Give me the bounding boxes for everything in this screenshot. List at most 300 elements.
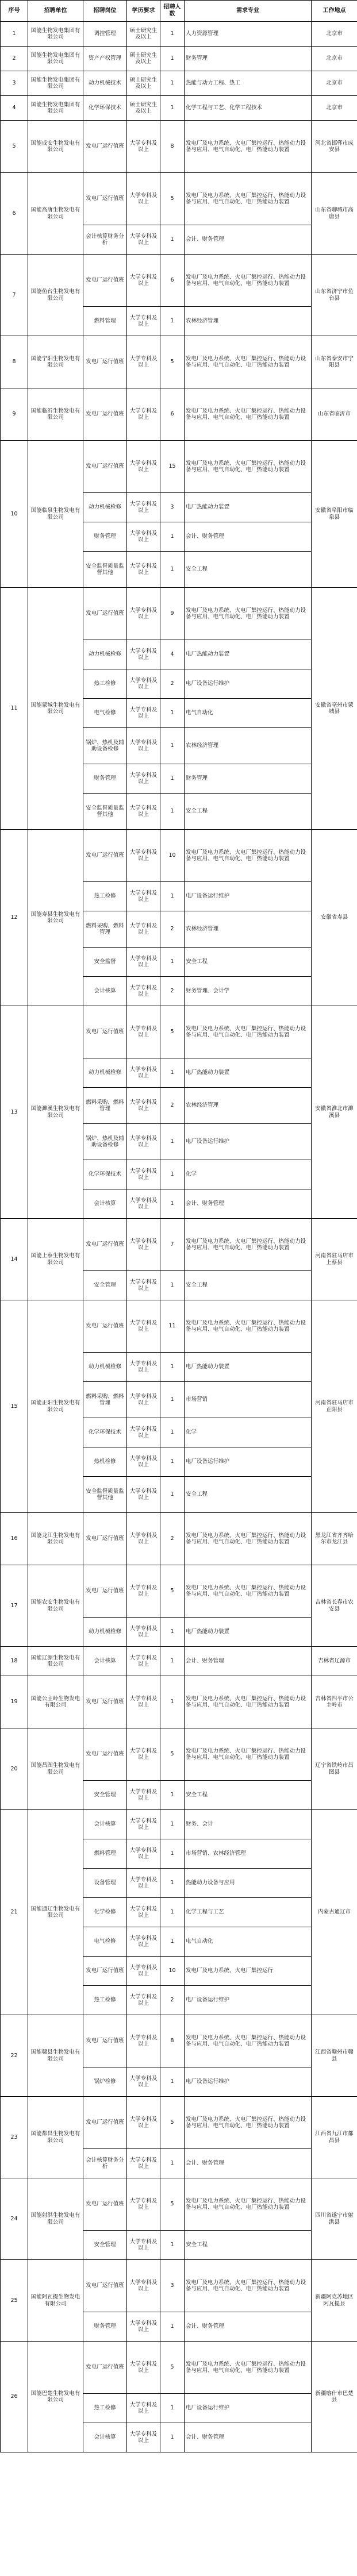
- cell-position: 调控管理: [83, 22, 127, 47]
- cell-position: 安全监督质量监督其他: [83, 552, 127, 588]
- cell-major: 发电厂及电力系统、火电厂集控运行、热能动力设备与应用、电气自动化、电厂热能动力装置: [185, 2015, 312, 2067]
- cell-location: 新疆喀什市巴楚县: [312, 2342, 357, 2452]
- header-location: 工作地点: [312, 1, 357, 22]
- cell-education: 大学专科及以上: [127, 336, 160, 388]
- cell-location: 安徽省亳州市蒙城县: [312, 588, 357, 830]
- table-row: [1, 1513, 357, 1565]
- cell-unit: 国能鱼台生物发电有限公司: [28, 255, 83, 336]
- cell-location: 四川省遂宁市射洪县: [312, 2178, 357, 2260]
- cell-headcount: 5: [160, 2342, 185, 2394]
- cell-position: 发电厂运行值班: [83, 588, 127, 640]
- cell-headcount: 1: [160, 96, 185, 121]
- cell-major: 会计、财务管理: [185, 1189, 312, 1219]
- header-headcount: 招聘人数: [160, 1, 185, 22]
- cell-headcount: 1: [160, 1810, 185, 1839]
- cell-unit: 国能生物发电集团有限公司: [28, 22, 83, 47]
- cell-headcount: 2: [160, 1986, 185, 2015]
- cell-position: 燃料采购、燃料管理: [83, 911, 127, 948]
- cell-education: 大学专科及以上: [127, 1810, 160, 1839]
- cell-location: 吉林省辽源市: [312, 1647, 357, 1676]
- cell-major: 会计、财务管理: [185, 225, 312, 255]
- cell-education: 硕士研究生及以上: [127, 47, 160, 71]
- cell-education: 大学专科及以上: [127, 1647, 160, 1676]
- cell-major: 农林经济管理: [185, 1088, 312, 1124]
- cell-unit: 国能上蔡生物发电有限公司: [28, 1219, 83, 1300]
- table-row: [1, 255, 357, 307]
- cell-major: 财务管理: [185, 47, 312, 71]
- cell-position: 资产产权管理: [83, 47, 127, 71]
- cell-education: 大学专科及以上: [127, 1088, 160, 1124]
- cell-major: 热能动力设备与应用: [185, 1869, 312, 1898]
- table-header: [1, 1, 357, 22]
- cell-education: 硕士研究生及以上: [127, 71, 160, 96]
- cell-seq: 15: [1, 1300, 28, 1513]
- cell-headcount: 1: [160, 1477, 185, 1513]
- cell-position: 燃料管理: [83, 307, 127, 336]
- cell-seq: 17: [1, 1565, 28, 1647]
- cell-position: 发电厂运行值班: [83, 441, 127, 493]
- cell-location: 吉林省长春市农安县: [312, 1565, 357, 1647]
- cell-education: 大学专科及以上: [127, 1986, 160, 2015]
- cell-position: 锅炉、热机及辅助设备检修: [83, 728, 127, 764]
- cell-unit: 国能高唐生物发电有限公司: [28, 173, 83, 255]
- cell-education: 大学专科及以上: [127, 2394, 160, 2423]
- cell-position: 发电厂运行值班: [83, 336, 127, 388]
- cell-education: 大学专科及以上: [127, 1300, 160, 1353]
- table-row: [1, 1676, 357, 1728]
- cell-unit: 国能公主岭生物发电有限公司: [28, 1676, 83, 1728]
- cell-headcount: 6: [160, 388, 185, 441]
- cell-education: 大学专科及以上: [127, 1006, 160, 1058]
- cell-education: 大学专科及以上: [127, 1382, 160, 1418]
- cell-position: 发电厂运行值班: [83, 1957, 127, 1986]
- cell-location: 内蒙古通辽市: [312, 1810, 357, 2015]
- cell-major: 电厂热能动力装置: [185, 1353, 312, 1382]
- cell-education: 大学专科及以上: [127, 2231, 160, 2260]
- cell-seq: 11: [1, 588, 28, 830]
- cell-location: 山东省临沂市: [312, 388, 357, 441]
- cell-education: 大学专科及以上: [127, 1418, 160, 1447]
- cell-education: 大学专科及以上: [127, 2312, 160, 2342]
- cell-major: 财务管理: [185, 764, 312, 794]
- cell-headcount: 1: [160, 794, 185, 830]
- cell-location: 北京市: [312, 22, 357, 47]
- cell-headcount: 1: [160, 1839, 185, 1869]
- cell-position: 发电厂运行值班: [83, 388, 127, 441]
- cell-major: 会计、财务管理: [185, 2149, 312, 2178]
- cell-education: 硕士研究生及以上: [127, 22, 160, 47]
- cell-position: 动力机械检修: [83, 1618, 127, 1647]
- cell-headcount: 2: [160, 911, 185, 948]
- cell-headcount: 2: [160, 1088, 185, 1124]
- cell-major: 电厂设备运行维护: [185, 2394, 312, 2423]
- cell-major: 电厂热能动力装置: [185, 640, 312, 669]
- cell-headcount: 5: [160, 336, 185, 388]
- header-education: 学历要求: [127, 1, 160, 22]
- cell-major: 市场营销: [185, 1382, 312, 1418]
- cell-seq: 6: [1, 173, 28, 255]
- cell-headcount: 1: [160, 699, 185, 728]
- cell-education: 大学专科及以上: [127, 1781, 160, 1810]
- cell-location: 江西省赣州市赣县: [312, 2015, 357, 2097]
- cell-education: 大学专科及以上: [127, 552, 160, 588]
- cell-education: 大学专科及以上: [127, 948, 160, 977]
- cell-position: 热机检修: [83, 1447, 127, 1477]
- cell-major: 安全工程: [185, 948, 312, 977]
- table-row: [1, 1219, 357, 1271]
- cell-position: 财务管理: [83, 522, 127, 552]
- cell-headcount: 1: [160, 1927, 185, 1957]
- cell-education: 大学专科及以上: [127, 2342, 160, 2394]
- cell-position: 发电厂运行值班: [83, 1565, 127, 1618]
- cell-position: 安全管理: [83, 1271, 127, 1300]
- cell-seq: 23: [1, 2097, 28, 2178]
- cell-position: 财务管理: [83, 764, 127, 794]
- cell-unit: 国能都昌生物发电有限公司: [28, 2097, 83, 2178]
- cell-seq: 3: [1, 71, 28, 96]
- cell-position: 设备管理: [83, 1869, 127, 1898]
- cell-major: 电厂设备运行维护: [185, 2067, 312, 2097]
- cell-major: 电厂热能动力装置: [185, 1618, 312, 1647]
- cell-headcount: 1: [160, 1124, 185, 1160]
- cell-major: 化学工程与工艺、化学工程技术: [185, 96, 312, 121]
- cell-position: 燃料采购、燃料管理: [83, 1382, 127, 1418]
- cell-position: 会计核算: [83, 1810, 127, 1839]
- cell-headcount: 1: [160, 1869, 185, 1898]
- cell-position: 锅炉检修: [83, 2067, 127, 2097]
- table-row: [1, 1565, 357, 1618]
- cell-headcount: 1: [160, 225, 185, 255]
- cell-seq: 20: [1, 1728, 28, 1810]
- cell-seq: 18: [1, 1647, 28, 1676]
- table-row: [1, 71, 357, 96]
- cell-education: 大学专科及以上: [127, 1124, 160, 1160]
- cell-major: 会计、财务管理: [185, 522, 312, 552]
- cell-seq: 10: [1, 441, 28, 588]
- cell-major: 发电厂及电力系统、火电厂集控运行、热能动力设备与应用、电气自动化、电厂热能动力装置: [185, 1513, 312, 1565]
- table-row: [1, 1810, 357, 1839]
- cell-education: 大学专科及以上: [127, 1676, 160, 1728]
- cell-seq: 7: [1, 255, 28, 336]
- cell-headcount: 1: [160, 1353, 185, 1382]
- cell-location: 北京市: [312, 71, 357, 96]
- cell-location: 山东省泰安市宁阳县: [312, 336, 357, 388]
- cell-headcount: 1: [160, 2231, 185, 2260]
- cell-seq: 24: [1, 2178, 28, 2260]
- cell-major: 发电厂及电力系统、火电厂集控运行、热能动力设备与应用、电气自动化、电厂热能动力装置: [185, 1300, 312, 1353]
- cell-location: 山东省济宁市鱼台县: [312, 255, 357, 336]
- cell-position: 安全监督质量监督其他: [83, 1477, 127, 1513]
- cell-education: 大学专科及以上: [127, 764, 160, 794]
- cell-position: 动力机械检修: [83, 493, 127, 522]
- cell-headcount: 1: [160, 764, 185, 794]
- cell-unit: 国能临沂生物发电有限公司: [28, 388, 83, 441]
- cell-major: 电厂设备运行维护: [185, 1986, 312, 2015]
- cell-seq: 26: [1, 2342, 28, 2452]
- cell-major: 发电厂及电力系统、火电厂集控运行、热能动力设备与应用、电气自动化、电厂热能动力装置: [185, 388, 312, 441]
- cell-education: 大学专科及以上: [127, 2178, 160, 2231]
- cell-major: 电厂热能动力装置: [185, 1058, 312, 1088]
- cell-position: 电气检修: [83, 1927, 127, 1957]
- cell-seq: 22: [1, 2015, 28, 2097]
- cell-position: 发电厂运行值班: [83, 1728, 127, 1781]
- cell-headcount: 1: [160, 307, 185, 336]
- cell-unit: 国能辽源生物发电有限公司: [28, 1647, 83, 1676]
- cell-unit: 国能巴楚生物发电有限公司: [28, 2342, 83, 2452]
- cell-position: 热工检修: [83, 669, 127, 699]
- cell-education: 大学专科及以上: [127, 1898, 160, 1927]
- cell-education: 大学专科及以上: [127, 522, 160, 552]
- table-row: [1, 96, 357, 121]
- cell-position: 热工检修: [83, 882, 127, 911]
- cell-headcount: 1: [160, 1189, 185, 1219]
- cell-position: 发电厂运行值班: [83, 2097, 127, 2149]
- cell-major: 农林经济管理: [185, 911, 312, 948]
- cell-position: 动力机械技术: [83, 71, 127, 96]
- cell-position: 锅炉、热机及辅助设备检修: [83, 1124, 127, 1160]
- cell-major: 电厂热能动力装置: [185, 493, 312, 522]
- cell-major: 安全工程: [185, 552, 312, 588]
- cell-major: 农林经济管理: [185, 307, 312, 336]
- cell-position: 电气检修: [83, 699, 127, 728]
- cell-unit: 国能射洪生物发电有限公司: [28, 2178, 83, 2260]
- cell-education: 大学专科及以上: [127, 1839, 160, 1869]
- cell-headcount: 1: [160, 882, 185, 911]
- cell-location: 河南省驻马店市上蔡县: [312, 1219, 357, 1300]
- cell-education: 大学专科及以上: [127, 2015, 160, 2067]
- cell-major: 市场营销、农林经济管理: [185, 1839, 312, 1869]
- cell-headcount: 10: [160, 830, 185, 882]
- cell-education: 大学专科及以上: [127, 1618, 160, 1647]
- cell-location: 安徽省淮北市濉溪县: [312, 1006, 357, 1219]
- table-row: [1, 47, 357, 71]
- cell-position: 化学检修: [83, 1898, 127, 1927]
- cell-seq: 9: [1, 388, 28, 441]
- cell-headcount: 2: [160, 977, 185, 1006]
- cell-unit: 国能寿县生物发电有限公司: [28, 830, 83, 1006]
- cell-unit: 国能临泉生物发电有限公司: [28, 441, 83, 588]
- cell-unit: 国能龙江生物发电有限公司: [28, 1513, 83, 1565]
- cell-education: 大学专科及以上: [127, 493, 160, 522]
- cell-headcount: 1: [160, 2423, 185, 2452]
- cell-major: 发电厂及电力系统、火电厂集控运行、热能动力设备与应用、电气自动化、电厂热能动力装置: [185, 2178, 312, 2231]
- cell-education: 大学专科及以上: [127, 669, 160, 699]
- header-seq: 序号: [1, 1, 28, 22]
- cell-position: 安全监督: [83, 948, 127, 977]
- cell-headcount: 3: [160, 2260, 185, 2312]
- cell-education: 大学专科及以上: [127, 2423, 160, 2452]
- cell-location: 安徽省阜阳市临泉县: [312, 441, 357, 588]
- cell-education: 大学专科及以上: [127, 1477, 160, 1513]
- cell-major: 发电厂及电力系统、火电厂集控运行、热能动力设备与应用、电气自动化、电厂热能动力装置: [185, 121, 312, 173]
- cell-headcount: 1: [160, 552, 185, 588]
- cell-location: 新疆阿克苏地区阿瓦提县: [312, 2260, 357, 2342]
- cell-headcount: 1: [160, 2149, 185, 2178]
- cell-unit: 国能昌图生物发电有限公司: [28, 1728, 83, 1810]
- cell-major: 热能与动力工程、热工: [185, 71, 312, 96]
- cell-education: 大学专科及以上: [127, 1513, 160, 1565]
- cell-position: 会计核算: [83, 2423, 127, 2452]
- cell-education: 大学专科及以上: [127, 1271, 160, 1300]
- cell-headcount: 5: [160, 2178, 185, 2231]
- cell-major: 发电厂及电力系统、火电厂集控运行、热能动力设备与应用、电气自动化、电厂热能动力装置: [185, 2342, 312, 2394]
- table-row: [1, 22, 357, 47]
- cell-major: 安全工程: [185, 1477, 312, 1513]
- cell-headcount: 1: [160, 1271, 185, 1300]
- cell-headcount: 1: [160, 2312, 185, 2342]
- cell-headcount: 5: [160, 1728, 185, 1781]
- cell-headcount: 1: [160, 2394, 185, 2423]
- cell-position: 化学环保技术: [83, 1160, 127, 1189]
- cell-major: 电厂设备运行维护: [185, 882, 312, 911]
- cell-location: 辽宁省铁岭市昌图县: [312, 1728, 357, 1810]
- cell-headcount: 8: [160, 121, 185, 173]
- cell-major: 发电厂及电力系统、火电厂集控运行、热能动力设备与应用、电气自动化、电厂热能动力装置: [185, 1676, 312, 1728]
- cell-headcount: 2: [160, 1513, 185, 1565]
- cell-seq: 5: [1, 121, 28, 173]
- cell-major: 发电厂及电力系统、火电厂集控运行、热能动力设备与应用、电气自动化、电厂热能动力装置: [185, 2260, 312, 2312]
- cell-position: 会计核算: [83, 1647, 127, 1676]
- cell-headcount: 1: [160, 1160, 185, 1189]
- cell-major: 发电厂及电力系统、火电厂集控运行、热能动力设备与应用、电气自动化、电厂热能动力装置: [185, 588, 312, 640]
- cell-headcount: 1: [160, 1781, 185, 1810]
- cell-position: 会计核算财务分析: [83, 225, 127, 255]
- cell-major: 化学: [185, 1160, 312, 1189]
- cell-unit: 国能农安生物发电有限公司: [28, 1565, 83, 1647]
- cell-unit: 国能成安生物发电有限公司: [28, 121, 83, 173]
- table-row: [1, 121, 357, 173]
- cell-position: 会计核算财务分析: [83, 2149, 127, 2178]
- cell-position: 发电厂运行值班: [83, 2342, 127, 2394]
- cell-education: 大学专科及以上: [127, 2149, 160, 2178]
- cell-education: 大学专科及以上: [127, 830, 160, 882]
- cell-headcount: 3: [160, 493, 185, 522]
- cell-education: 大学专科及以上: [127, 1957, 160, 1986]
- cell-unit: 国能生物发电集团有限公司: [28, 47, 83, 71]
- cell-position: 化学环保技术: [83, 1418, 127, 1447]
- cell-education: 大学专科及以上: [127, 588, 160, 640]
- cell-position: 安全管理: [83, 1781, 127, 1810]
- header-position: 招聘岗位: [83, 1, 127, 22]
- cell-headcount: 1: [160, 1058, 185, 1088]
- cell-major: 发电厂及电力系统、火电厂集控运行、热能动力设备与应用、电气自动化、电厂热能动力装置: [185, 173, 312, 225]
- cell-education: 大学专科及以上: [127, 173, 160, 225]
- table-row: [1, 830, 357, 882]
- cell-education: 大学专科及以上: [127, 121, 160, 173]
- cell-education: 大学专科及以上: [127, 225, 160, 255]
- cell-position: 发电厂运行值班: [83, 255, 127, 307]
- cell-location: 山东省聊城市高唐县: [312, 173, 357, 255]
- cell-seq: 21: [1, 1810, 28, 2015]
- cell-seq: 2: [1, 47, 28, 71]
- cell-education: 大学专科及以上: [127, 1219, 160, 1271]
- cell-unit: 国能宁阳生物发电有限公司: [28, 336, 83, 388]
- cell-major: 会计、财务管理: [185, 2423, 312, 2452]
- cell-location: 北京市: [312, 96, 357, 121]
- cell-major: 发电厂及电力系统、火电厂集控运行、热能动力设备与应用、电气自动化、电厂热能动力装置: [185, 1219, 312, 1271]
- cell-education: 大学专科及以上: [127, 307, 160, 336]
- cell-headcount: 8: [160, 2015, 185, 2067]
- cell-position: 发电厂运行值班: [83, 173, 127, 225]
- table-row: [1, 2178, 357, 2231]
- cell-major: 会计、财务管理: [185, 1647, 312, 1676]
- cell-headcount: 1: [160, 1418, 185, 1447]
- cell-major: 电气自动化: [185, 1927, 312, 1957]
- table-row: [1, 2097, 357, 2149]
- cell-position: 动力机械检修: [83, 640, 127, 669]
- cell-location: 江西省九江市都昌县: [312, 2097, 357, 2178]
- cell-headcount: 10: [160, 1957, 185, 1986]
- cell-location: 黑龙江省齐齐哈尔市龙江县: [312, 1513, 357, 1565]
- cell-position: 发电厂运行值班: [83, 830, 127, 882]
- cell-headcount: 1: [160, 948, 185, 977]
- cell-headcount: 1: [160, 522, 185, 552]
- cell-seq: 16: [1, 1513, 28, 1565]
- cell-education: 大学专科及以上: [127, 794, 160, 830]
- cell-location: 河南省驻马店市正阳县: [312, 1300, 357, 1513]
- cell-education: 大学专科及以上: [127, 2260, 160, 2312]
- cell-headcount: 1: [160, 1676, 185, 1728]
- cell-education: 大学专科及以上: [127, 911, 160, 948]
- cell-position: 发电厂运行值班: [83, 2260, 127, 2312]
- cell-headcount: 1: [160, 71, 185, 96]
- cell-major: 安全工程: [185, 1271, 312, 1300]
- cell-unit: 国能蒙城生物发电有限公司: [28, 588, 83, 830]
- table-row: [1, 2015, 357, 2067]
- cell-location: 北京市: [312, 47, 357, 71]
- cell-position: 发电厂运行值班: [83, 121, 127, 173]
- table-row: [1, 2260, 357, 2312]
- cell-major: 发电厂及电力系统、火电厂集控运行、热能动力设备与应用、电气自动化、电厂热能动力装置: [185, 336, 312, 388]
- header-unit: 招聘单位: [28, 1, 83, 22]
- cell-major: 会计、财务管理: [185, 2312, 312, 2342]
- cell-major: 农林经济管理: [185, 728, 312, 764]
- table-row: [1, 1300, 357, 1353]
- cell-headcount: 1: [160, 1898, 185, 1927]
- cell-education: 大学专科及以上: [127, 441, 160, 493]
- cell-unit: 国能生物发电集团有限公司: [28, 71, 83, 96]
- cell-education: 大学专科及以上: [127, 1058, 160, 1088]
- cell-position: 化学环保技术: [83, 96, 127, 121]
- cell-headcount: 1: [160, 1382, 185, 1418]
- cell-headcount: 4: [160, 640, 185, 669]
- cell-position: 发电厂运行值班: [83, 1300, 127, 1353]
- cell-position: 燃料采购、燃料管理: [83, 1088, 127, 1124]
- cell-headcount: 9: [160, 588, 185, 640]
- cell-seq: 1: [1, 22, 28, 47]
- cell-major: 化学: [185, 1418, 312, 1447]
- cell-major: 安全工程: [185, 1781, 312, 1810]
- cell-headcount: 5: [160, 1006, 185, 1058]
- cell-position: 热工检修: [83, 2394, 127, 2423]
- cell-major: 电厂设备运行维护: [185, 1447, 312, 1477]
- cell-location: 吉林省四平市公主岭市: [312, 1676, 357, 1728]
- cell-headcount: 1: [160, 1647, 185, 1676]
- cell-position: 动力机械检修: [83, 1353, 127, 1382]
- cell-education: 大学专科及以上: [127, 2097, 160, 2149]
- cell-education: 大学专科及以上: [127, 1160, 160, 1189]
- cell-position: 发电厂运行值班: [83, 1006, 127, 1058]
- cell-education: 大学专科及以上: [127, 1353, 160, 1382]
- cell-position: 发电厂运行值班: [83, 2178, 127, 2231]
- cell-position: 发电厂运行值班: [83, 1513, 127, 1565]
- cell-position: 发电厂运行值班: [83, 1219, 127, 1271]
- cell-location: 安徽省寿县: [312, 830, 357, 1006]
- cell-headcount: 2: [160, 669, 185, 699]
- cell-major: 发电厂及电力系统、火电厂集控运行: [185, 1957, 312, 1986]
- cell-education: 大学专科及以上: [127, 728, 160, 764]
- cell-seq: 19: [1, 1676, 28, 1728]
